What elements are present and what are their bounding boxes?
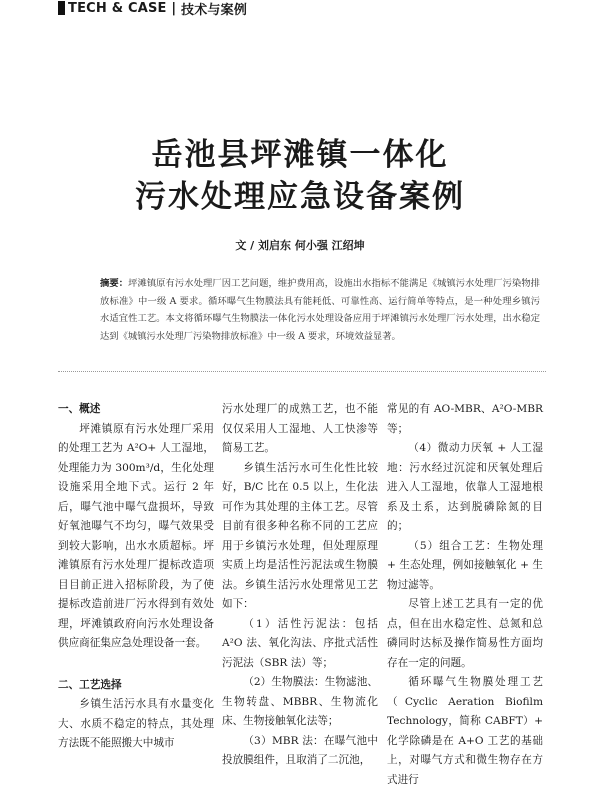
- header-section: TECH & CASE: [68, 0, 167, 16]
- abstract-divider: [58, 371, 546, 372]
- abstract-text: 坪滩镇原有污水处理厂因工艺问题，维护费用高，设施出水指标不能满足《城镇污水处理厂污染物排放标准》中一级 A 要求。循环曝气生物膜法具有能耗低、可靠性高、运行简单等特点，是一种处理乡镇污水适宜性工艺。本文将循环曝气生物膜法一体化污水处理设备应用于坪滩镇污水处理厂污水处理，出水稳定达到《城镇污水处理厂污染物排放标准》中一级 A 要求，环境效益显著。: [100, 278, 540, 342]
- paragraph: 常见的有 AO-MBR、A²O-MBR 等；: [387, 403, 543, 435]
- column-1: [58, 400, 214, 754]
- paragraph: 坪滩镇原有污水处理厂采用的处理工艺为 A²O+ 人工湿地，处理能力为 300m³/d，生化处理设施采用全地下式。运行 2 年后，曝气池中曝气盘损坏，导致好氧池曝气不均匀，曝气效果受到较大影响，出水水质超标。坪滩镇原有污水处理厂提标改造项目目前正进入招标阶段，为了使提标改造前进厂污水得到有效处理，坪滩镇政府向污水处理设备供应商征集应急处理设备一套。: [58, 422, 214, 649]
- paragraph: 乡镇生活污水可生化性比较好，B/C 比在 0.5 以上，生化法可作为其处理的主体工艺。尽管目前有很多种名称不同的工艺应用于乡镇污水处理，但处理原理实质上均是活性污泥法或生物膜法。乡镇生活污水处理常见工艺如下：: [222, 461, 378, 610]
- article-title: [0, 134, 600, 218]
- header-subtitle: 技术与案例: [181, 2, 248, 18]
- column-3: [387, 400, 543, 790]
- paragraph: 循环曝气生物膜处理工艺（Cyclic Aeration Biofilm Technology，简称 CABFT）+ 化学除磷是在 A+O 工艺的基础上，对曝气方式和微生物存在方式进行: [387, 676, 543, 786]
- paragraph: （2）生物膜法：生物滤池、生物转盘、MBBR、生物流化床、生物接触氧化法等；: [222, 676, 378, 727]
- section-header: [58, 0, 247, 16]
- header-block-marker: [58, 1, 65, 15]
- section-gap: [58, 654, 214, 676]
- article-authors: 文 / 刘启东 何小强 江绍坤: [235, 239, 365, 252]
- paragraph: （3）MBR 法：在曝气池中投放膜组件，且取消了二沉池，: [222, 734, 378, 766]
- abstract-label: 摘要：: [100, 278, 129, 289]
- paragraph: （4）微动力厌氧 + 人工湿地：污水经过沉淀和厌氧处理后进入人工湿地，依靠人工湿地根系及土系，达到脱磷除氮的目的；: [387, 442, 543, 532]
- column-2: [222, 400, 378, 771]
- section-heading-1: 一、概述: [58, 403, 101, 415]
- section-heading-2: 二、工艺选择: [58, 678, 122, 691]
- title-line-1: 岳池县坪滩镇一体化: [151, 137, 449, 173]
- title-line-2: 污水处理应急设备案例: [135, 179, 465, 215]
- header-divider: |: [166, 0, 182, 16]
- paragraph: 污水处理厂的成熟工艺，也不能仅仅采用人工湿地、人工快渗等简易工艺。: [222, 403, 378, 454]
- paragraph: （5）组合工艺：生物处理 + 生态处理，例如接触氧化 + 生物过滤等。: [387, 539, 543, 591]
- paragraph: （1）活性污泥法：包括 A²O 法、氧化沟法、序批式活性污泥法（SBR 法）等；: [222, 617, 378, 669]
- paragraph: 乡镇生活污水具有水量变化大、水质不稳定的特点，其处理方法既不能照搬大中城市: [58, 698, 214, 749]
- paragraph: 尽管上述工艺具有一定的优点，但在出水稳定性、总氮和总磷同时达标及操作简易性方面均存在一定的问题。: [387, 598, 543, 669]
- abstract: [100, 275, 540, 345]
